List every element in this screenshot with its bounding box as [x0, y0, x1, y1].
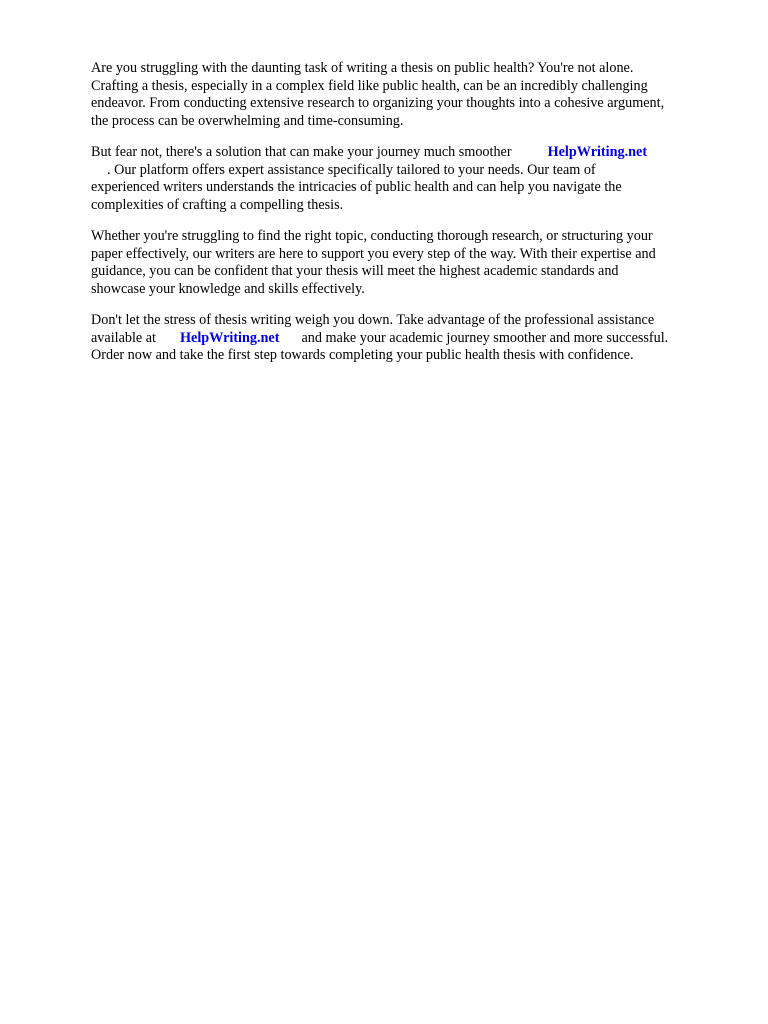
paragraph-line: paper effectively, our writers are here to support you every step of the way. With their expertise and — [91, 245, 656, 262]
paragraph-line: endeavor. From conducting extensive research to organizing your thoughts into a cohesive argument, — [91, 95, 665, 111]
paragraph-line: experienced writers understands the intricacies of public health and can help you navigate the — [91, 179, 622, 195]
paragraph-text: . Our platform offers expert assistance specifically tailored to your needs. Our team of — [107, 161, 596, 178]
paragraph-line — [91, 162, 731, 180]
paragraph-line: Crafting a thesis, especially in a complex field like public health, can be an incredibly challenging — [91, 77, 648, 94]
paragraph-text: available at — [91, 329, 156, 346]
paragraph-intro — [91, 60, 731, 130]
paragraph-line: the process can be overwhelming and time-consuming. — [91, 112, 404, 129]
paragraph-support — [91, 228, 731, 298]
paragraph-line: Are you struggling with the daunting task of writing a thesis on public health? You're not alone. — [91, 60, 634, 76]
paragraph-line: complexities of crafting a compelling thesis. — [91, 196, 344, 213]
paragraph-line: Whether you're struggling to find the right topic, conducting thorough research, or structuring your — [91, 228, 653, 244]
paragraph-text: But fear not, there's a solution that can make your journey much smoother — [91, 144, 512, 160]
paragraph-line: guidance, you can be confident that your thesis will meet the highest academic standards and — [91, 263, 619, 279]
paragraph-line — [91, 144, 731, 162]
paragraph-line: Don't let the stress of thesis writing weigh you down. Take advantage of the professional assistance — [91, 312, 655, 328]
paragraph-text: and make your academic journey smoother and more successful. — [301, 329, 669, 346]
paragraph-line: showcase your knowledge and skills effectively. — [91, 280, 365, 297]
paragraph-call-to-action — [91, 312, 731, 365]
paragraph-line — [91, 330, 731, 348]
document-page — [91, 60, 731, 379]
helpwriting-link[interactable]: HelpWriting.net — [547, 144, 648, 160]
paragraph-line: Order now and take the first step towards completing your public health thesis with confidence. — [91, 347, 634, 363]
paragraph-solution — [91, 144, 731, 214]
helpwriting-link[interactable]: HelpWriting.net — [180, 329, 280, 346]
